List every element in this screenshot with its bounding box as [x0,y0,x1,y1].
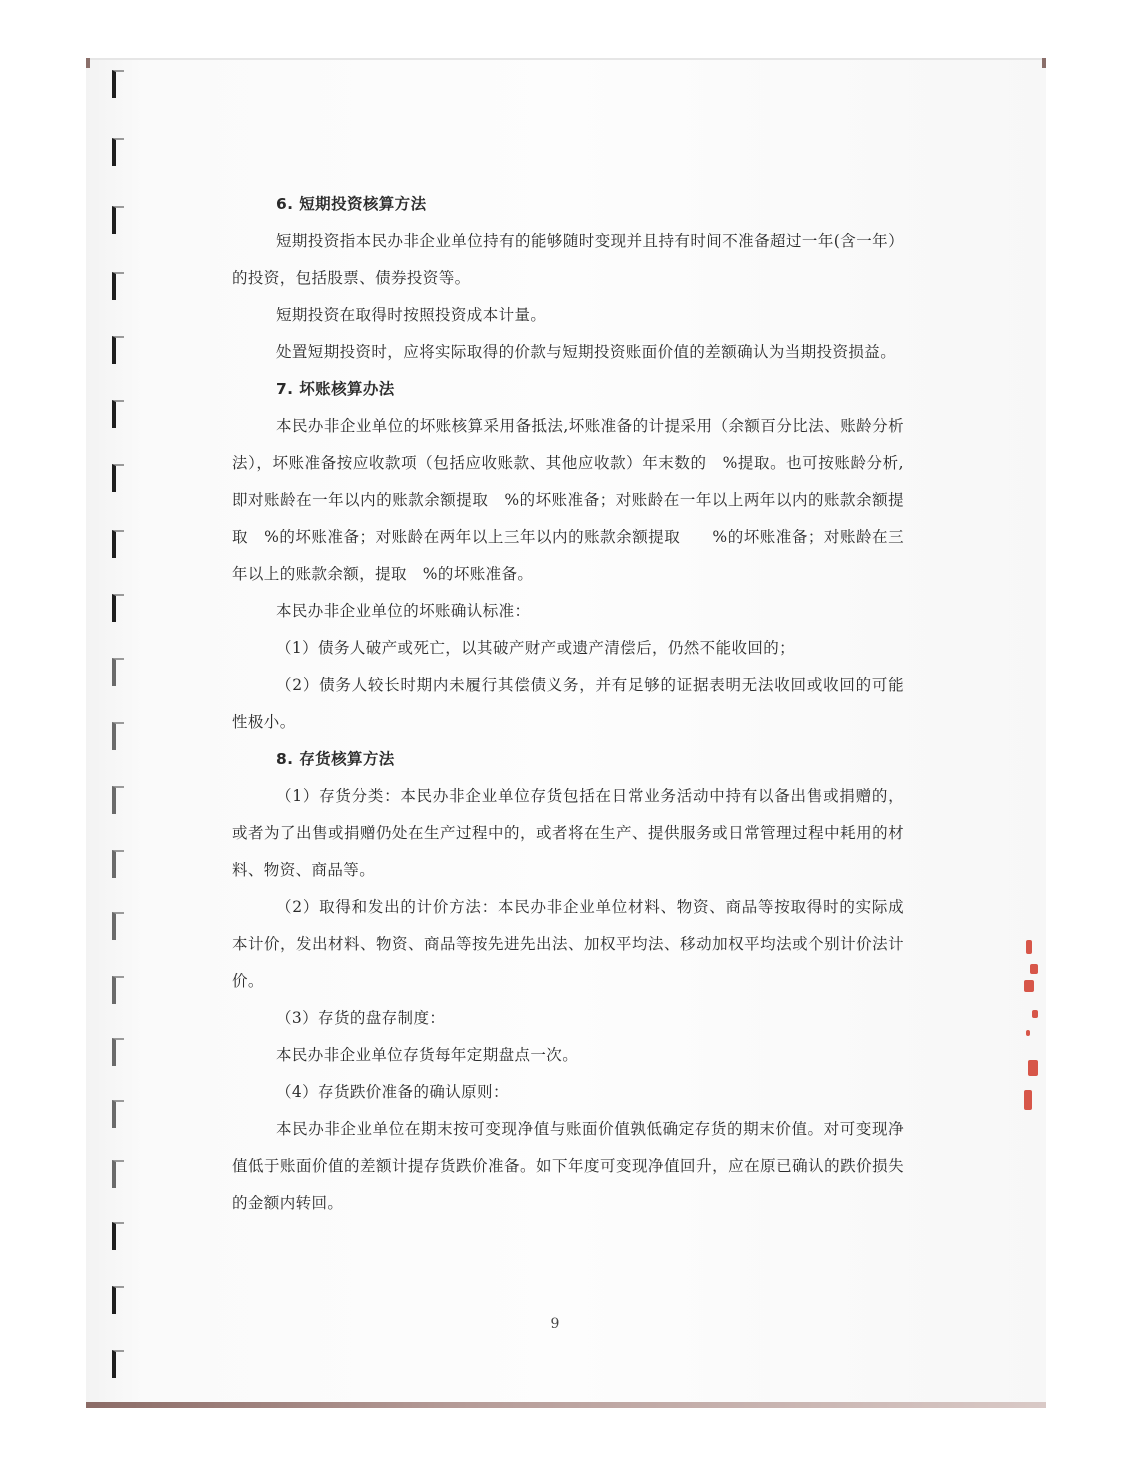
binding-hole [112,1038,124,1066]
binding-hole [112,976,124,1004]
binding-hole [112,1286,124,1314]
paragraph: （1）存货分类：本民办非企业单位存货包括在日常业务活动中持有以备出售或捐赠的，或者为了出售或捐赠仍处在生产过程中的，或者将在生产、提供服务或日常管理过程中耗用的材料、物资、商品等。 [232,787,904,879]
binding-hole [112,1160,124,1188]
paragraph: （3）存货的盘存制度： [276,1009,446,1027]
binding-hole [112,70,124,98]
binding-holes [100,60,140,1400]
section-inventory [232,741,904,1222]
paragraph: （4）存货跌价准备的确认原则： [276,1083,509,1101]
paragraph: 本民办非企业单位存货每年定期盘点一次。 [276,1046,579,1064]
paragraph: 短期投资指本民办非企业单位持有的能够随时变现并且持有时间不准备超过一年(含一年）的投资，包括股票、债券投资等。 [232,232,904,287]
binding-hole [112,138,124,166]
paragraph: （1）债务人破产或死亡，以其破产财产或遗产清偿后，仍然不能收回的； [276,639,796,657]
paragraph: （2）债务人较长时期内未履行其偿债义务，并有足够的证据表明无法收回或收回的可能性极小。 [232,676,904,731]
binding-hole [112,530,124,558]
binding-hole [112,850,124,878]
paragraph: 本民办非企业单位的坏账确认标准： [276,602,531,620]
binding-hole [112,464,124,492]
scan-bottom-edge [86,1402,1046,1408]
paragraph: 本民办非企业单位在期末按可变现净值与账面价值孰低确定存货的期末价值。对可变现净值低于账面价值的差额计提存货跌价准备。如下年度可变现净值回升，应在原已确认的跌价损失的金额内转回。 [232,1120,904,1212]
paragraph: 本民办非企业单位的坏账核算采用备抵法,坏账准备的计提采用（余额百分比法、账龄分析法），坏账准备按应收款项（包括应收账款、其他应收款）年末数的 %提取。也可按账龄分析,即对账龄在一年以内的账款余额提取 %的坏账准备；对账龄在一年以上两年以内的账款余额提取 %的坏账准备；对账龄在两年以上三年以内的账款余额提取 %的坏账准备；对账龄在三年以上的账款余额，提取 %的坏账准备。 [232,417,904,583]
binding-hole [112,722,124,750]
section-heading: 8. 存货核算方法 [276,750,395,768]
binding-hole [112,912,124,940]
corner-mark-right [1042,58,1046,68]
section-heading: 6. 短期投资核算方法 [276,195,427,213]
binding-hole [112,206,124,234]
page-number: 9 [550,1316,560,1332]
binding-hole [112,272,124,300]
binding-hole [112,336,124,364]
corner-mark-left [86,58,90,68]
binding-hole [112,594,124,622]
paragraph: 处置短期投资时，应将实际取得的价款与短期投资账面价值的差额确认为当期投资损益。 [276,343,897,361]
section-heading: 7. 坏账核算办法 [276,380,395,398]
binding-hole [112,400,124,428]
seal-stamp-edge [1020,940,1042,1120]
binding-hole [112,1100,124,1128]
section-bad-debt [232,371,904,741]
binding-hole [112,1222,124,1250]
section-short-term-investment [232,186,904,371]
binding-hole [112,786,124,814]
document-body [232,186,904,1222]
paragraph: 短期投资在取得时按照投资成本计量。 [276,306,547,324]
binding-hole [112,658,124,686]
paragraph: （2）取得和发出的计价方法：本民办非企业单位材料、物资、商品等按取得时的实际成本计价，发出材料、物资、商品等按先进先出法、加权平均法、移动加权平均法或个别计价法计价。 [232,898,904,990]
binding-hole [112,1350,124,1378]
